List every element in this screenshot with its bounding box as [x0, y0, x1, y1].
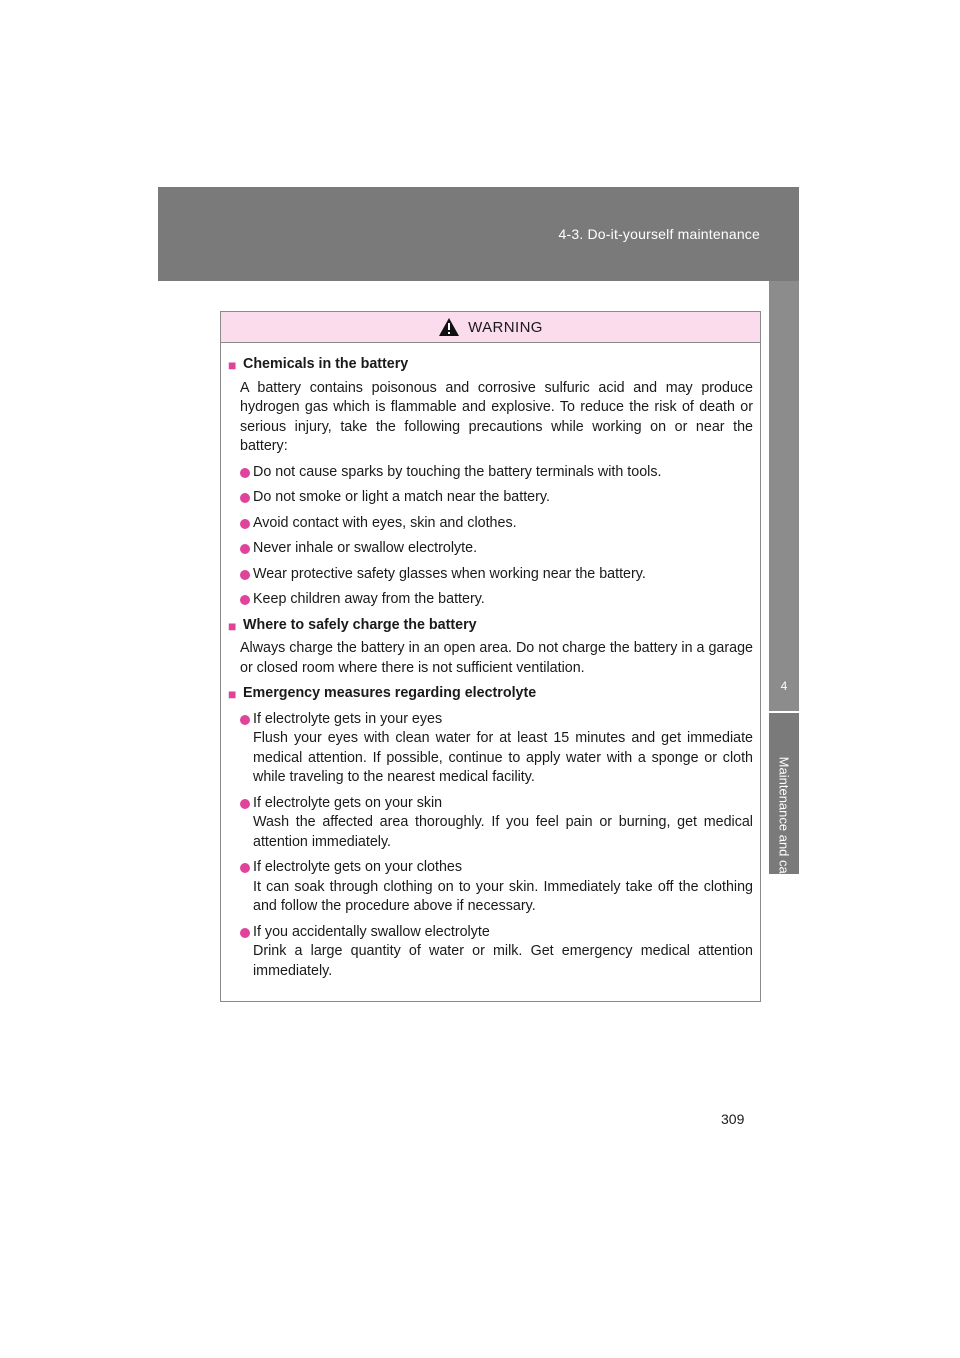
chapter-title: 4-3. Do-it-yourself maintenance [558, 226, 760, 242]
bullet-dot-icon [240, 928, 250, 938]
list-item: Do not smoke or light a match near the battery. [228, 488, 753, 508]
chapter-header [158, 187, 799, 281]
bullet-dot-icon [240, 468, 250, 478]
list-item: Wear protective safety glasses when working near the battery. [228, 565, 753, 585]
list-item: If electrolyte gets in your eyes Flush your eyes with clean water for at least 15 minutes and get immediate medical attention. If possible, continue to apply water with a sponge or cloth while traveling to the nearest medical facility. [228, 710, 753, 788]
section-intro: Always charge the battery in an open area. Do not charge the battery in a garage or closed room where there is not sufficient ventilation. [240, 640, 753, 676]
warning-title: WARNING [468, 318, 543, 336]
bullet-dot-icon [240, 570, 250, 580]
list-item: Avoid contact with eyes, skin and clothes. [228, 514, 753, 534]
warning-body [221, 343, 760, 981]
section-title: ■ Emergency measures regarding electrolyte [228, 684, 753, 704]
section-intro: A battery contains poisonous and corrosive sulfuric acid and may produce hydrogen gas which is flammable and explosive. To reduce the risk of death or serious injury, take the following precautions while working on or near the battery: [240, 379, 753, 454]
bullet-dot-icon [240, 595, 250, 605]
square-bullet-icon: ■ [228, 686, 237, 702]
page-number: 309 [721, 1111, 745, 1127]
square-bullet-icon: ■ [228, 357, 237, 373]
section-title: ■ Chemicals in the battery [228, 355, 753, 375]
warning-box [220, 311, 761, 1002]
bullet-dot-icon [240, 493, 250, 503]
bullet-dot-icon [240, 715, 250, 725]
bullet-dot-icon [240, 544, 250, 554]
list-item: Keep children away from the battery. [228, 590, 753, 610]
bullet-dot-icon [240, 863, 250, 873]
side-tab-label: Maintenance and care [776, 756, 792, 886]
side-tab-number: 4 [780, 679, 788, 693]
side-tab [769, 281, 799, 886]
list-item: Never inhale or swallow electrolyte. [228, 539, 753, 559]
list-item: If electrolyte gets on your skin Wash the affected area thoroughly. If you feel pain or burning, get medical attention immediately. [228, 794, 753, 853]
list-item: If you accidentally swallow electrolyte Drink a large quantity of water or milk. Get emergency medical attention immediately. [228, 923, 753, 982]
side-tab-number-box [769, 281, 799, 713]
square-bullet-icon: ■ [228, 617, 237, 634]
list-item: Do not cause sparks by touching the battery terminals with tools. [228, 463, 753, 483]
bullet-dot-icon [240, 519, 250, 529]
bullet-dot-icon [240, 799, 250, 809]
warning-triangle-icon [438, 317, 460, 337]
warning-header [221, 312, 760, 343]
section-title: ■ Where to safely charge the battery [228, 616, 753, 636]
list-item: If electrolyte gets on your clothes It can soak through clothing on to your skin. Immediately take off the clothing and follow the procedure above if necessary. [228, 858, 753, 917]
